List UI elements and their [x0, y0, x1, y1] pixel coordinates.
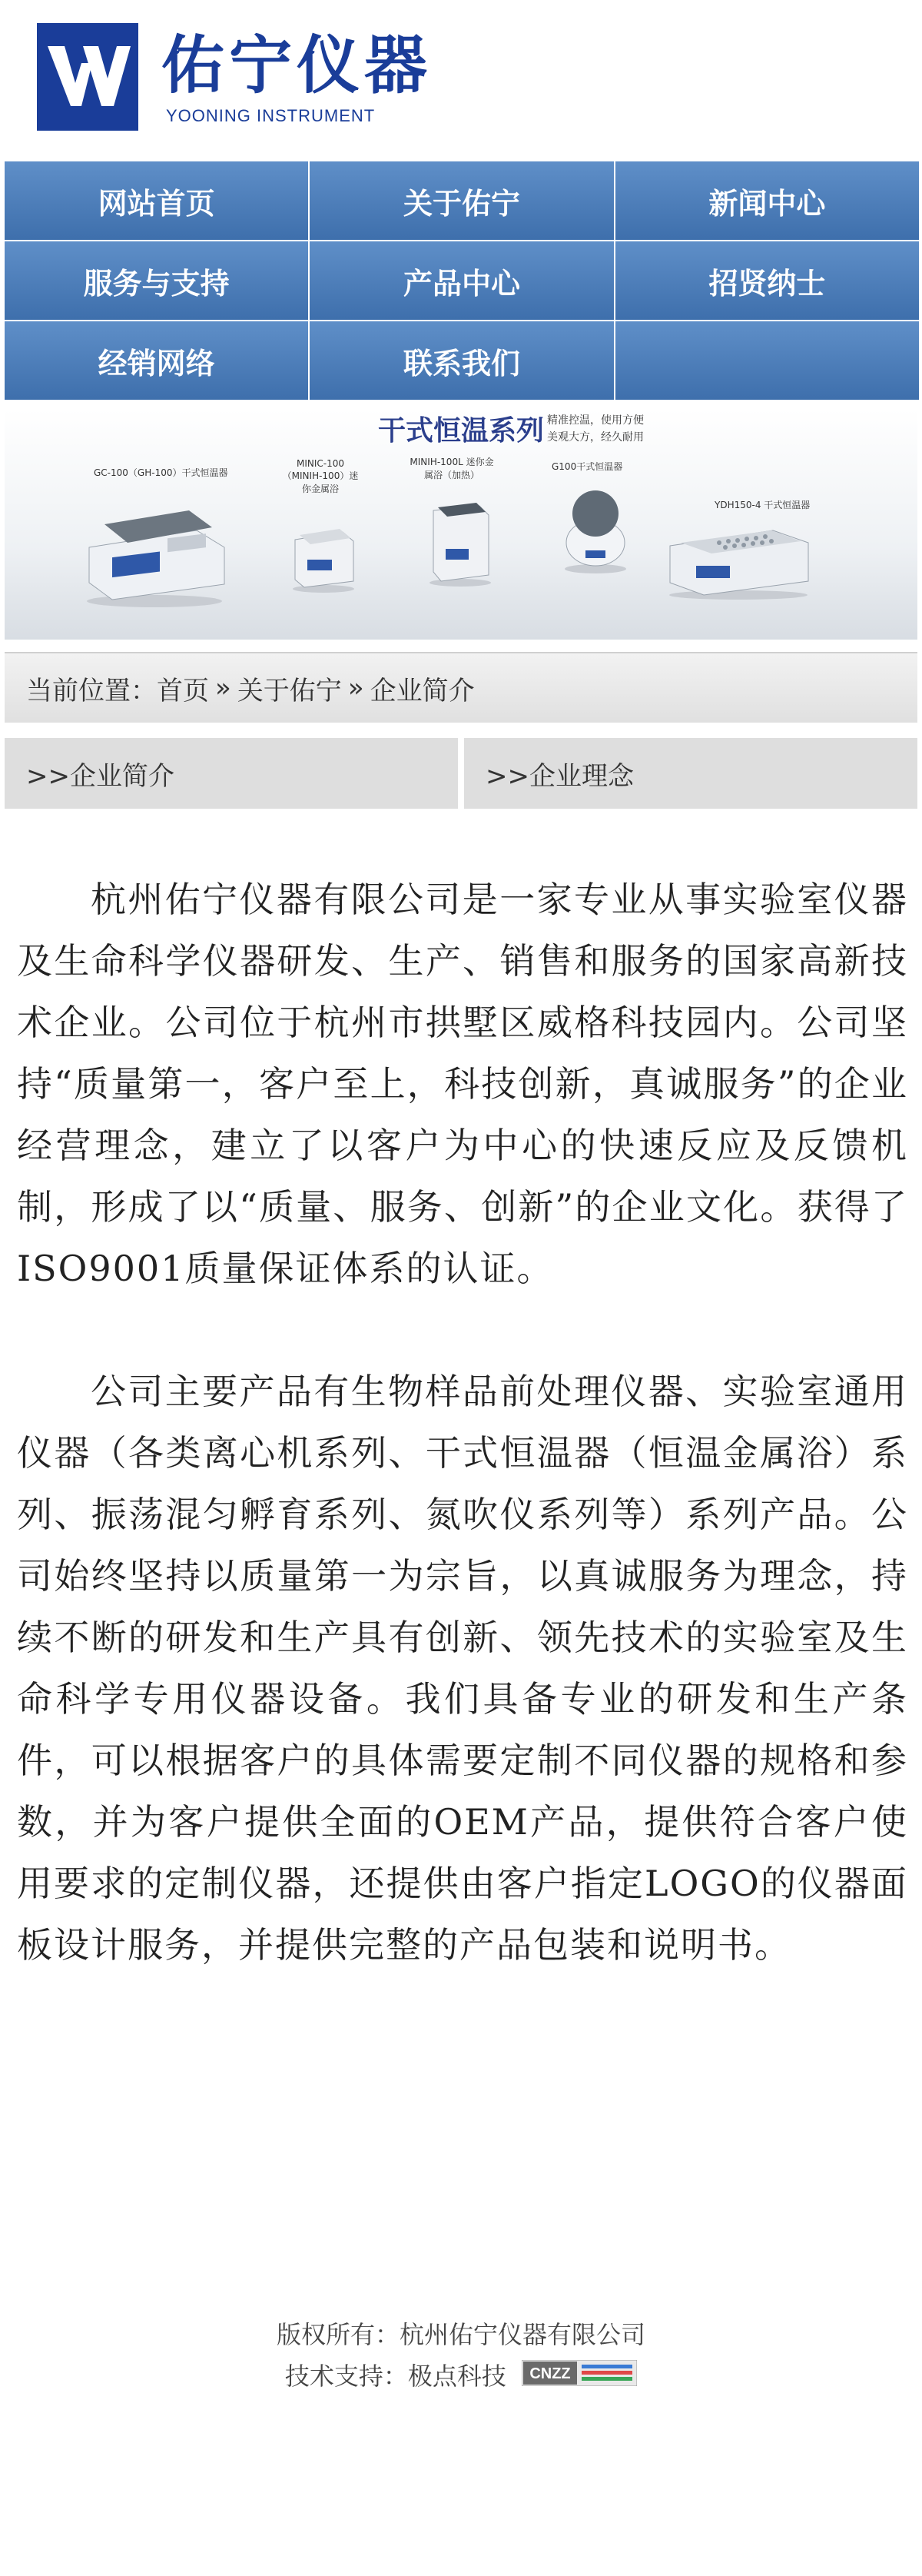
nav-about[interactable]: 关于佑宁 — [310, 161, 613, 240]
article-content — [17, 869, 908, 2037]
article-paragraph: 杭州佑宁仪器有限公司是一家专业从事实验室仪器及生命科学仪器研发、生产、销售和服务的国家高新技术企业。公司位于杭州市拱墅区威格科技园内。公司坚持“质量第一，客户至上，科技创新，真诚服务”的企业经营理念，建立了以客户为中心的快速反应及反馈机制，形成了以“质量、服务、创新”的企业文化。获得了ISO9001质量保证体系的认证。 — [17, 879, 908, 1289]
article-paragraph: 公司主要产品有生物样品前处理仪器、实验室通用仪器（各类离心机系列、干式恒温器（恒温金属浴）系列、振荡混匀孵育系列、氮吹仪系列等）系列产品。公司始终坚持以质量第一为宗旨，以真诚服务为理念，持续不断的研发和生产具有创新、领先技术的实验室及生命科学专用仪器设备。我们具备专业的研发和生产条件，可以根据客户的具体需要定制不同仪器的规格和参数，并为客户提供全面的OEM产品，提供符合客户使用要求的定制仪器，还提供由客户指定LOGO的仪器面板设计服务，并提供完整的产品包装和说明书。 — [17, 1371, 908, 1966]
nav-jobs[interactable]: 招贤纳士 — [615, 241, 919, 320]
logo-mark-icon — [37, 23, 138, 131]
banner-tagline-2: 美观大方，经久耐用 — [547, 431, 644, 444]
subnav-philosophy[interactable]: >>企业理念 — [464, 738, 917, 809]
footer-copyright: 版权所有：杭州佑宁仪器有限公司 — [276, 2320, 645, 2349]
main-nav — [5, 161, 919, 400]
device-ydh150-image — [665, 515, 811, 600]
subnav-profile[interactable]: >>企业简介 — [5, 738, 458, 809]
sub-nav — [5, 738, 917, 809]
footer-support-text: 技术支持：极点科技 — [284, 2362, 506, 2391]
nav-service[interactable]: 服务与支持 — [5, 241, 308, 320]
device-g100-image — [561, 483, 630, 575]
breadcrumb-separator: » — [347, 673, 364, 703]
logo-subtitle: YOONING INSTRUMENT — [166, 106, 376, 125]
footer — [0, 2314, 922, 2398]
product-banner[interactable] — [5, 409, 917, 640]
product-label: GC-100（GH-100）干式恒温器 — [94, 467, 228, 478]
nav-contact[interactable]: 联系我们 — [310, 321, 613, 400]
product-label: MINIC-100（MINIH-100）迷你金属浴 — [282, 458, 359, 494]
banner-tagline-1: 精准控温，使用方便 — [547, 414, 644, 427]
product-label: MINIH-100L 迷你金属浴（加热） — [410, 457, 494, 480]
cnzz-badge-text: CNZZ — [529, 2365, 571, 2382]
breadcrumb-separator: » — [215, 673, 231, 703]
breadcrumb — [5, 652, 917, 723]
logo-name: 佑宁仪器 — [161, 29, 433, 102]
device-gc100-image — [81, 494, 227, 609]
device-minic-image — [289, 509, 358, 593]
product-label: G100干式恒温器 — [552, 461, 623, 472]
banner-tagline — [547, 412, 644, 446]
banner-title: 干式恒温系列 — [378, 415, 545, 447]
breadcrumb-prefix: 当前位置： — [26, 675, 157, 706]
nav-empty-cell — [615, 321, 919, 400]
product-label: YDH150-4 干式恒温器 — [715, 500, 811, 510]
breadcrumb-home-link[interactable]: 首页 — [157, 675, 209, 706]
nav-home[interactable]: 网站首页 — [5, 161, 308, 240]
nav-dealers[interactable]: 经销网络 — [5, 321, 308, 400]
breadcrumb-current: 企业简介 — [370, 675, 475, 706]
breadcrumb-about-link[interactable]: 关于佑宁 — [237, 675, 342, 706]
footer-support — [0, 2355, 922, 2398]
nav-news[interactable]: 新闻中心 — [615, 161, 919, 240]
site-logo[interactable] — [37, 23, 436, 138]
device-minih-image — [426, 495, 495, 587]
cnzz-badge-icon[interactable] — [522, 2357, 637, 2398]
nav-products[interactable]: 产品中心 — [310, 241, 613, 320]
